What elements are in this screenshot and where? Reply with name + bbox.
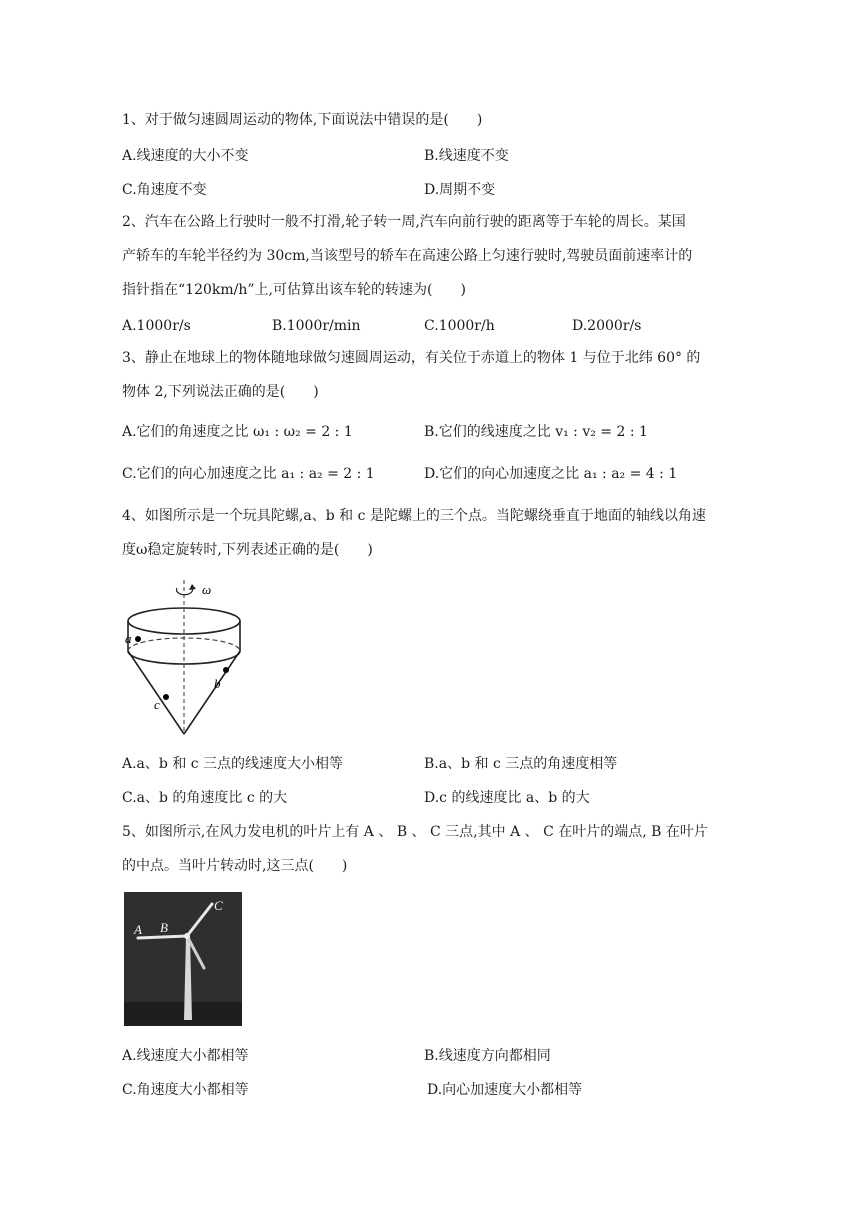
q4-option-b: B.a、b 和 c 三点的角速度相等	[424, 756, 618, 772]
q1-option-d: D.周期不变	[424, 182, 496, 198]
q3-option-c: C.它们的向心加速度之比 a₁ : a₂ = 2 : 1	[122, 466, 375, 482]
q3-option-d: D.它们的向心加速度之比 a₁ : a₂ = 4 : 1	[424, 466, 678, 482]
point-c	[163, 694, 169, 700]
q1-option-b: B.线速度不变	[424, 148, 509, 164]
q2-stem-line1: 2、汽车在公路上行驶时一般不打滑,轮子转一周,汽车向前行驶的距离等于车轮的周长。某国	[122, 214, 686, 230]
label-c: C	[214, 898, 223, 913]
q1-stem: 1、对于做匀速圆周运动的物体,下面说法中错误的是( )	[122, 112, 483, 128]
spinning-top-diagram	[122, 576, 254, 742]
q5-stem-line2: 的中点。当叶片转动时,这三点( )	[122, 858, 348, 874]
q2-stem-line2: 产轿车的车轮半径约为 30cm,当该型号的轿车在高速公路上匀速行驶时,驾驶员面前速率计的	[122, 248, 693, 264]
ground-area	[124, 1002, 242, 1026]
q3-option-a: A.它们的角速度之比 ω₁ : ω₂ = 2 : 1	[122, 424, 353, 440]
rotation-arrowhead	[189, 584, 196, 590]
q3-stem-line2: 物体 2,下列说法正确的是( )	[122, 384, 319, 400]
turbine-blade-left	[138, 936, 187, 938]
spinning-top-figure	[122, 576, 254, 742]
q1-option-a: A.线速度的大小不变	[122, 148, 249, 164]
q2-option-b: B.1000r/min	[272, 318, 361, 334]
point-b	[223, 667, 229, 673]
q4-option-d: D.c 的线速度比 a、b 的大	[424, 790, 590, 806]
q4-stem-line2: 度ω稳定旋转时,下列表述正确的是( )	[122, 542, 373, 558]
q4-option-c: C.a、b 的角速度比 c 的大	[122, 790, 288, 806]
q3-stem-line1: 3、静止在地球上的物体随地球做匀速圆周运动，有关位于赤道上的物体 1 与位于北纬 60° 的	[122, 350, 701, 366]
point-c-label: c	[154, 697, 160, 712]
q4-option-a: A.a、b 和 c 三点的线速度大小相等	[122, 756, 344, 772]
q3-option-b: B.它们的线速度之比 v₁ : v₂ = 2 : 1	[424, 424, 648, 440]
q5-stem-line1: 5、如图所示,在风力发电机的叶片上有 A 、 B 、 C 三点,其中 A 、 C 在叶片的端点, B 在叶片	[122, 824, 708, 840]
omega-label: ω	[202, 582, 212, 597]
label-b: B	[160, 920, 168, 935]
q2-option-c: C.1000r/h	[424, 318, 495, 334]
q5-option-a: A.线速度大小都相等	[122, 1048, 249, 1064]
q2-option-d: D.2000r/s	[572, 318, 642, 334]
q5-option-c: C.角速度大小都相等	[122, 1082, 249, 1098]
wind-turbine-photo	[124, 892, 242, 1026]
q2-option-a: A.1000r/s	[122, 318, 191, 334]
label-a: A	[134, 922, 142, 937]
q2-stem-line3: 指针指在“120km/h”上,可估算出该车轮的转速为( )	[122, 282, 466, 298]
point-b-label: b	[214, 676, 221, 691]
turbine-hub	[184, 933, 190, 939]
q5-option-b: B.线速度方向都相同	[424, 1048, 551, 1064]
q4-stem-line1: 4、如图所示是一个玩具陀螺,a、b 和 c 是陀螺上的三个点。当陀螺绕垂直于地面的轴线以角速	[122, 508, 706, 524]
q1-option-c: C.角速度不变	[122, 182, 207, 198]
wind-turbine-image	[124, 892, 242, 1026]
point-a-label: a	[125, 631, 132, 646]
point-a	[135, 636, 141, 642]
q5-option-d: D.向心加速度大小都相等	[427, 1082, 583, 1098]
